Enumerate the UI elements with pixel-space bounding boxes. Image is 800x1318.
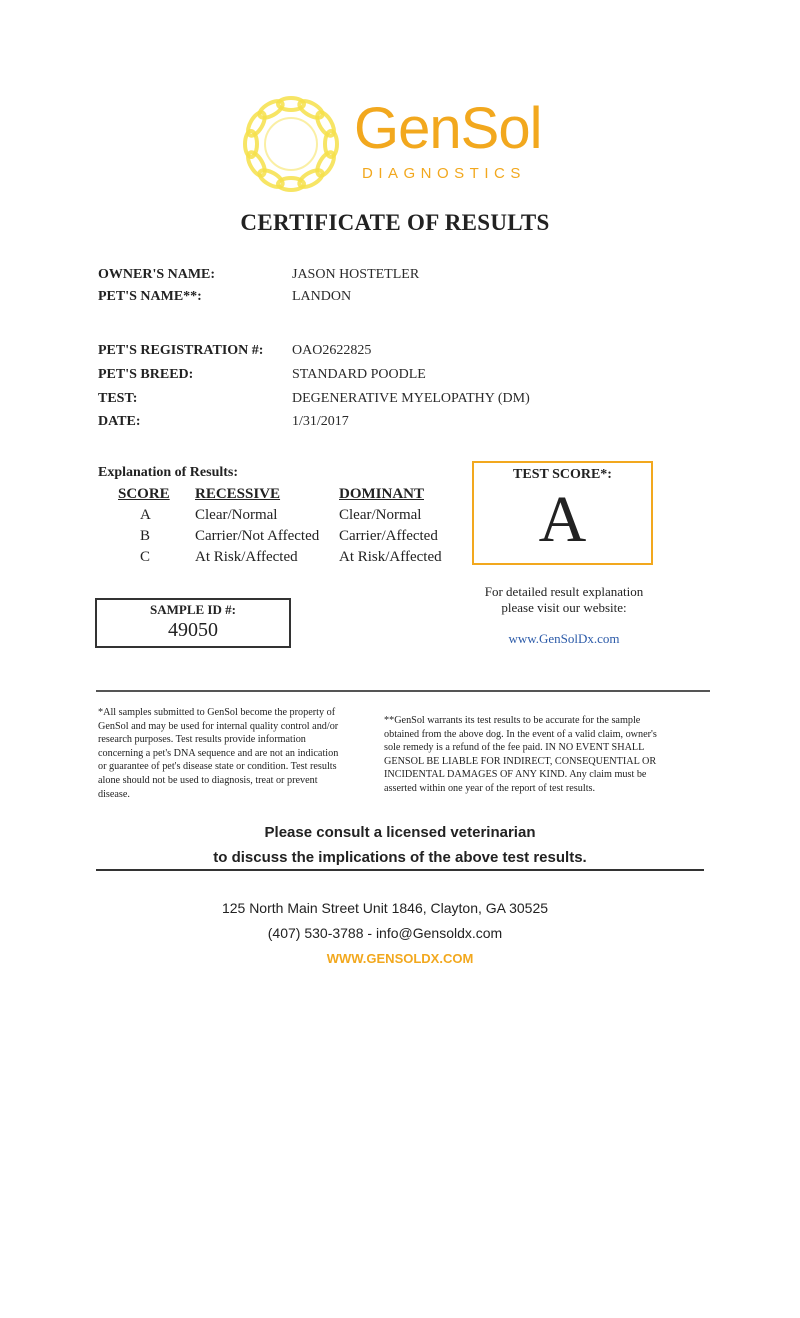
disclaimer-right-line: **GenSol warrants its test results to be accurate for the sample	[384, 715, 641, 726]
disclaimer-right-line: obtained from the above dog. In the event of a valid claim, owner's	[384, 728, 657, 740]
disclaimer-right	[384, 714, 702, 796]
sample-id-box	[95, 598, 291, 648]
disclaimer-left-line: concerning a pet's DNA sequence and are not an indication	[98, 747, 339, 759]
divider-top	[96, 690, 710, 692]
dominant-c: At Risk/Affected	[339, 549, 442, 565]
date-value: 1/31/2017	[292, 414, 349, 429]
consult-line2: to discuss the implications of the above test results.	[213, 849, 587, 866]
owner-name-value: JASON HOSTETLER	[292, 267, 420, 282]
disclaimer-left-line: alone should not be used to diagnosis, treat or prevent	[98, 774, 318, 786]
website-note	[470, 584, 658, 616]
disclaimer-left-line: or guarantee of pet's disease state or condition. Test results	[98, 761, 337, 773]
recessive-c: At Risk/Affected	[195, 549, 298, 565]
website-note-line2: please visit our website:	[501, 600, 627, 615]
date-label: DATE:	[98, 414, 141, 429]
test-score-value: A	[538, 483, 587, 556]
disclaimer-right-line: sole remedy is a refund of the fee paid. IN NO EVENT SHALL	[384, 742, 645, 754]
score-c: C	[140, 549, 151, 565]
dominant-a: Clear/Normal	[339, 507, 422, 523]
dominant-b: Carrier/Affected	[339, 528, 438, 544]
registration-label: PET'S REGISTRATION #:	[98, 343, 264, 358]
owner-name-label: OWNER'S NAME:	[98, 267, 216, 282]
score-b: B	[140, 528, 151, 544]
disclaimer-left-line: disease.	[98, 788, 130, 800]
disclaimer-right-line: INCIDENTAL DAMAGES OF ANY KIND. Any claim must be	[384, 769, 647, 781]
disclaimer-right-line: asserted within one year of the report of test results.	[384, 782, 596, 794]
breed-value: STANDARD POODLE	[292, 367, 426, 382]
test-label: TEST:	[98, 391, 138, 406]
test-score-label: TEST SCORE*:	[513, 467, 612, 482]
sample-id-label: SAMPLE ID #:	[150, 602, 236, 617]
registration-value: OAO2622825	[292, 343, 372, 358]
score-column-header: SCORE	[118, 486, 170, 502]
brand-name: GenSol	[354, 96, 542, 161]
disclaimer-left-line: research purposes. Test results provide information	[98, 734, 306, 746]
score-a: A	[140, 507, 151, 523]
test-score-box	[472, 461, 653, 565]
disclaimer-left-line: GenSol and may be used for internal quality control and/or	[98, 720, 339, 732]
certificate-title: CERTIFICATE OF RESULTS	[240, 210, 550, 235]
consult-line1: Please consult a licensed veterinarian	[264, 824, 536, 841]
contact-address: 125 North Main Street Unit 1846, Clayton, GA 30525	[221, 900, 549, 916]
disclaimer-left	[98, 706, 378, 801]
dominant-column-header: DOMINANT	[339, 486, 424, 502]
recessive-a: Clear/Normal	[195, 507, 278, 523]
pet-name-label: PET'S NAME**:	[98, 289, 202, 304]
pet-name-value: LANDON	[292, 289, 352, 304]
breed-label: PET'S BREED:	[98, 367, 194, 382]
test-value: DEGENERATIVE MYELOPATHY (DM)	[292, 391, 530, 406]
contact-phone-email: (407) 530-3788 - info@Gensoldx.com	[267, 925, 503, 941]
footer-website-link[interactable]: WWW.GENSOLDX.COM	[326, 951, 474, 966]
explanation-heading: Explanation of Results:	[98, 465, 239, 480]
website-note-line1: For detailed result explanation	[484, 584, 644, 599]
brand-tagline: DIAGNOSTICS	[362, 165, 526, 182]
disclaimer-right-line: GENSOL BE LIABLE FOR INDIRECT, CONSEQUENTIAL OR	[384, 755, 657, 767]
sample-id-value: 49050	[168, 619, 218, 641]
dna-ring-logo-icon	[232, 88, 350, 200]
recessive-column-header: RECESSIVE	[195, 486, 281, 502]
disclaimer-left-line: *All samples submitted to GenSol become the property of	[98, 707, 336, 718]
website-link[interactable]: www.GenSolDx.com	[508, 631, 620, 646]
recessive-b: Carrier/Not Affected	[195, 528, 320, 544]
divider-bottom	[96, 869, 704, 871]
